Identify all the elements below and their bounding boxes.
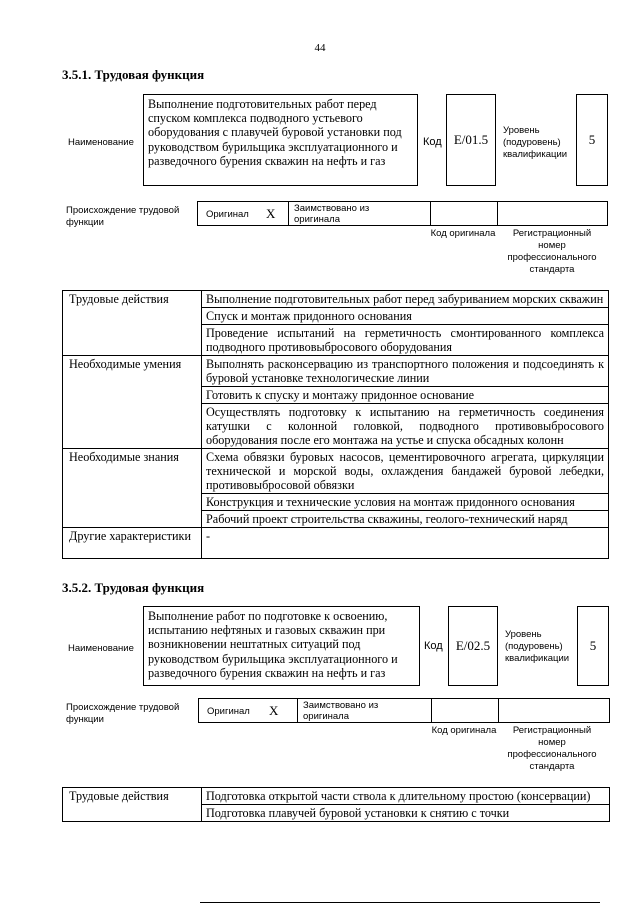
row-item: Проведение испытаний на герметичность смонтированного комплекса подводного противовыбросового оборудования [202, 325, 609, 356]
original-mark: X [266, 206, 276, 221]
labor-function-table [62, 787, 610, 822]
reg-number-label: Регистрационный номер профессионального стандарта [507, 725, 597, 772]
row-item: Рабочий проект строительства скважины, геолого-технический наряд [202, 511, 609, 528]
level-value: 5 [577, 606, 609, 686]
grid-divider [297, 699, 298, 723]
row-item: Осуществлять подготовку к испытанию на герметичность соединения катушки с колонной головкой, подводного противовыбросового оборудования после его монтажа на устье и спуска обсадных колонн [202, 404, 609, 449]
row-item: Схема обвязки буровых насосов, цементировочного агрегата, циркуляции технической и морской воды, охлаждения бандажей буровой лебедки, противовыбросовой обвязки [202, 449, 609, 494]
row-category: Необходимые знания [63, 449, 202, 528]
borrowed-label: Заимствовано из оригинала [303, 700, 379, 722]
level-label: Уровень (подуровень) квалификации [503, 125, 568, 160]
code-value: E/01.5 [446, 94, 496, 186]
section-title: 3.5.2. Трудовая функция [62, 580, 205, 595]
origin-grid [197, 201, 608, 226]
row-item: Готовить к спуску и монтажу придонное основание [202, 387, 609, 404]
grid-divider [431, 699, 432, 723]
name-label: Наименование [68, 642, 134, 654]
original-label: Оригинал [207, 705, 250, 717]
row-category: Трудовые действия [63, 291, 202, 356]
grid-divider [430, 202, 431, 226]
row-item: Спуск и монтаж придонного основания [202, 308, 609, 325]
level-label: Уровень (подуровень) квалификации [505, 629, 570, 664]
name-label: Наименование [68, 136, 134, 148]
function-name-box: Выполнение подготовительных работ перед спуском комплекса подводного устьевого оборудования с плавучей буровой установки под руководством бурильщика эксплуатационного и разведочного бурения скважин на нефть и газ [143, 94, 418, 186]
origin-code-label: Код оригинала [430, 228, 496, 239]
table-row [63, 449, 609, 494]
table-row [63, 291, 609, 308]
borrowed-label: Заимствовано из оригинала [294, 203, 370, 225]
row-category: Другие характеристики [63, 528, 202, 559]
function-name-box: Выполнение работ по подготовке к освоению, испытанию нефтяных и газовых скважин при возникновении нештатных ситуаций под руководством бурильщика эксплуатационного и разведочного бурения скважин на нефть и газ [143, 606, 420, 686]
row-item: Подготовка плавучей буровой установки к снятию с точки [202, 805, 610, 822]
origin-label: Происхождение трудовой функции [66, 702, 180, 725]
page-bottom-line [200, 902, 600, 903]
grid-divider [497, 202, 498, 226]
page-number: 44 [314, 42, 326, 54]
origin-grid [198, 698, 610, 723]
original-label: Оригинал [206, 208, 249, 220]
grid-divider [288, 202, 289, 226]
row-category: Необходимые умения [63, 356, 202, 449]
row-category: Трудовые действия [63, 788, 202, 822]
row-item: Подготовка открытой части ствола к длительному простою (консервации) [202, 788, 610, 805]
origin-label: Происхождение трудовой функции [66, 205, 180, 228]
table-row [63, 356, 609, 387]
section-title: 3.5.1. Трудовая функция [62, 67, 205, 82]
code-value: E/02.5 [448, 606, 498, 686]
code-label: Код [423, 136, 442, 148]
code-label: Код [424, 640, 443, 652]
row-item: - [202, 528, 609, 559]
row-item: Выполнение подготовительных работ перед забуриванием морских скважин [202, 291, 609, 308]
labor-function-table [62, 290, 609, 559]
row-item: Конструкция и технические условия на монтаж придонного основания [202, 494, 609, 511]
table-row [63, 528, 609, 559]
table-row [63, 788, 610, 805]
row-item: Выполнять расконсервацию из транспортного положения и подсоединять к буровой установке технологические линии [202, 356, 609, 387]
level-value: 5 [576, 94, 608, 186]
original-mark: X [269, 703, 279, 718]
reg-number-label: Регистрационный номер профессионального стандарта [507, 228, 597, 275]
origin-code-label: Код оригинала [431, 725, 497, 736]
grid-divider [498, 699, 499, 723]
